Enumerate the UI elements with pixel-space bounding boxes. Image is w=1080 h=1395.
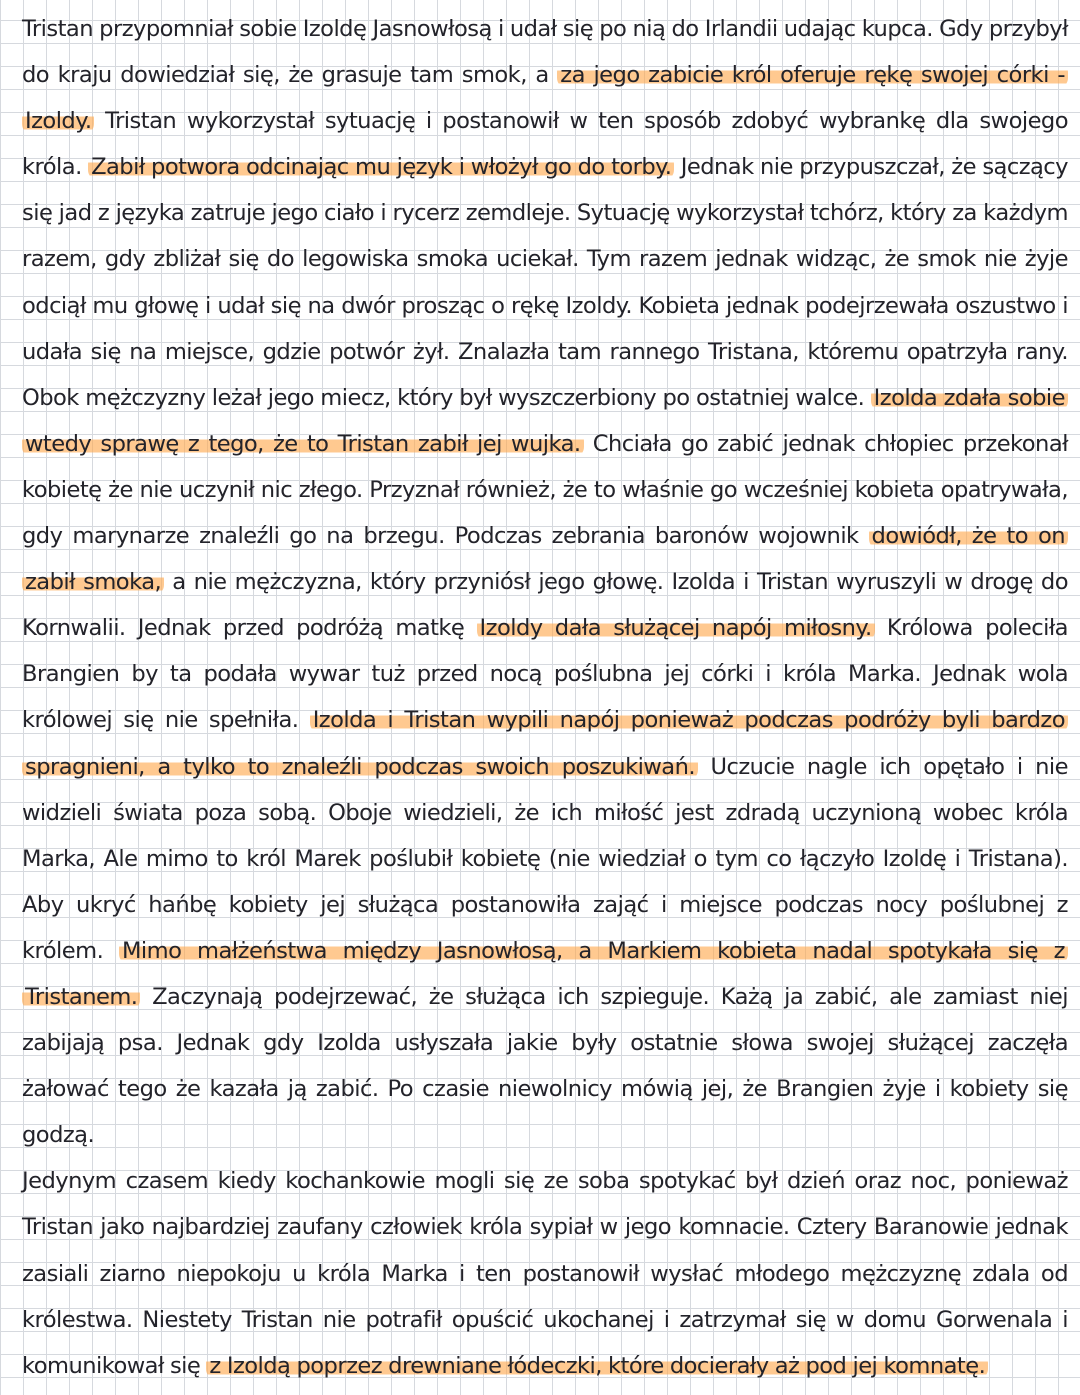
paragraph-1 bbox=[22, 6, 1068, 1158]
text-segment: Uczucie nagle ich opętało i nie widzieli świata poza sobą. Oboje wiedzieli, że ich miłość jest zdradą uczynioną wobec króla Marka, Ale mimo to król Marek poślubił kobietę (nie wiedział o tym co łączyło Izoldę i Tristana). Aby ukryć hańbę kobiety jej służąca postanowiła zająć i miejsce podczas nocy poślubnej z królem. bbox=[22, 753, 1068, 964]
highlighted-text: z Izoldą poprzez drewniane łódeczki, które docierały aż pod jej komnatę. bbox=[206, 1353, 988, 1379]
highlighted-text: dowiódł, że to on zabił smoka, bbox=[22, 523, 1068, 595]
text-segment: Jedynym czasem kiedy kochankowie mogli się ze soba spotykać był dzień oraz noc, ponieważ Tristan jako najbardziej zaufany człowiek króla sypiał w jego komnacie. Cztery Baranowie jednak zasiali ziarno niepokoju u króla Marka i ten postanowił wysłać młodego mężczyznę zdala od królestwa. Niestety Tristan nie potrafił opuścić ukochanej i zatrzymał się w domu Gorwenala i komunikował się bbox=[22, 1168, 1068, 1379]
notebook-page bbox=[22, 6, 1068, 1389]
text-segment: Królowa poleciła Brangien by ta podała wywar tuż przed nocą poślubna jej córki i króla Marka. Jednak wola królowej się nie spełniła. bbox=[22, 615, 1068, 734]
highlighted-text: Izolda i Tristan wypili napój ponieważ podczas podróży byli bardzo spragnieni, a tylko to znaleźli podczas swoich poszukiwań. bbox=[22, 707, 1068, 779]
highlighted-text: Mimo małżeństwa między Jasnowłosą, a Markiem kobieta nadal spotykała się z Tristanem. bbox=[22, 938, 1068, 1010]
paragraph-2 bbox=[22, 1158, 1068, 1388]
text-segment: Jednak nie przypuszczał, że sączący się jad z języka zatruje jego ciało i rycerz zemdleje. Sytuację wykorzystał tchórz, który za każdym razem, gdy zbliżał się do legowiska smoka uciekał. Tym razem jednak widząc, że smok nie żyje odciął mu głowę i udał się na dwór prosząc o rękę Izoldy. Kobieta jednak podejrzewała oszustwo i udała się na miejsce, gdzie potwór żył. Znalazła tam rannego Tristana, któremu opatrzyła rany. Obok mężczyzny leżał jego miecz, który był wyszczerbiony po ostatniej walce. bbox=[22, 154, 1069, 411]
highlighted-text: Izoldy dała służącej napój miłosny. bbox=[477, 615, 875, 641]
highlighted-text: Zabił potwora odcinając mu język i włożył go do torby. bbox=[88, 154, 674, 180]
text-segment: Chciała go zabić jednak chłopiec przekonał kobietę że nie uczynił nic złego. Przyznał również, że to właśnie go wcześniej kobieta opatrywała, gdy marynarze znaleźli go na brzegu. Podczas zebrania baronów wojownik bbox=[22, 430, 1068, 550]
text-segment: a nie mężczyzna, który przyniósł jego głowę. Izolda i Tristan wyruszyli w drogę do Kornwalii. Jednak przed podróżą matkę bbox=[22, 569, 1068, 642]
highlighted-text: Izolda zdała sobie wtedy sprawę z tego, że to Tristan zabił jej wujka. bbox=[22, 385, 1068, 457]
text-segment: Zaczynają podejrzewać, że służąca ich szpieguje. Każą ja zabić, ale zamiast niej zabijają psa. Jednak gdy Izolda usłyszała jakie były ostatnie słowa swojej służącej zaczęła żałować tego że kazała ją zabić. Po czasie niewolnicy mówią jej, że Brangien żyje i kobiety się godzą. bbox=[22, 983, 1068, 1149]
text-segment: Tristan wykorzystał sytuację i postanowił w ten sposób zdobyć wybrankę dla swojego króla. bbox=[22, 108, 1068, 181]
text-segment: Tristan przypomniał sobie Izoldę Jasnowłosą i udał się po nią do Irlandii udając kupca. Gdy przybył do kraju dowiedział się, że grasuje tam smok, a bbox=[22, 16, 1068, 89]
highlighted-text: za jego zabicie król oferuje rękę swojej córki - Izoldy. bbox=[22, 62, 1068, 134]
